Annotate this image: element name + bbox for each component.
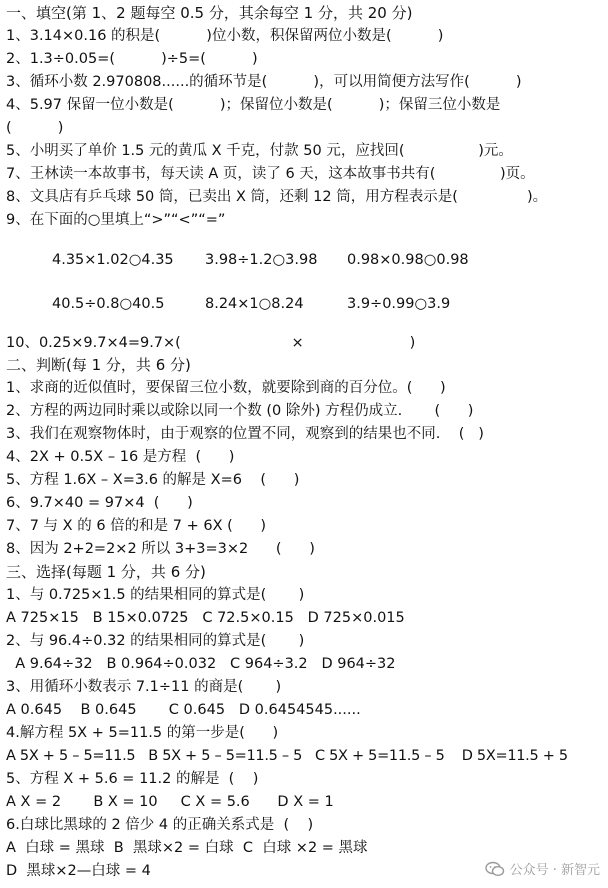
wechat-icon — [485, 861, 505, 877]
fill-question-8: 8、文具店有乒乓球 50 筒，已卖出 X 筒，还剩 12 筒，用方程表示是( )。 — [6, 189, 548, 205]
compare-item: 0.98×0.98○0.98 — [347, 252, 469, 268]
choice-options-3: A 0.645 B 0.645 C 0.645 D 0.6454545...... — [6, 702, 361, 718]
choice-question-4: 4.解方程 5X + 5=11.5 的第一步是( ) — [6, 725, 279, 741]
compare-item: 40.5÷0.8○40.5 — [52, 296, 165, 312]
fill-question-2: 2、1.3÷0.05=( )÷5=( ) — [6, 51, 258, 67]
choice-options-1: A 725×15 B 15×0.0725 C 72.5×0.15 D 725×0.015 — [6, 610, 405, 626]
fill-question-6: 5、小明买了单价 1.5 元的黄瓜 X 千克，付款 50 元，应找回( )元。 — [6, 143, 513, 159]
choice-options-5: A X = 2 B X = 10 C X = 5.6 D X = 1 — [6, 794, 334, 810]
choice-question-5: 5、方程 X + 5.6 = 11.2 的解是 ( ) — [6, 771, 259, 787]
section2-heading: 二、判断(每 1 分，共 6 分) — [6, 356, 191, 374]
choice-options-6b: D 黑球×2—白球 = 4 — [6, 863, 151, 879]
compare-item: 3.9÷0.99○3.9 — [347, 296, 451, 312]
choice-question-2: 2、与 96.4÷0.32 的结果相同的算式是( ) — [6, 633, 305, 649]
section3-heading: 三、选择(每题 1 分，共 6 分) — [6, 563, 206, 581]
fill-question-9: 9、在下面的○里填上“>”“<”“=” — [6, 212, 226, 228]
choice-question-1: 1、与 0.725×1.5 的结果相同的算式是( ) — [6, 587, 305, 603]
judge-item: 7、7 与 X 的 6 倍的和是 7 + 6X ( ) — [6, 518, 267, 534]
section1-heading: 一、填空(第 1、2 题每空 0.5 分，其余每空 1 分，共 20 分) — [6, 4, 413, 22]
judge-item: 4、2X + 0.5X – 16 是方程 ( ) — [6, 449, 235, 465]
fill-question-7: 7、王林读一本故事书，每天读 A 页，读了 6 天，这本故事书共有( )页。 — [6, 166, 535, 182]
choice-question-3: 3、用循环小数表示 7.1÷11 的商是( ) — [6, 679, 282, 695]
judge-item: 8、因为 2+2=2×2 所以 3+3=3×2 ( ) — [6, 541, 315, 557]
judge-item: 2、方程的两边同时乘以或除以同一个数 (0 除外) 方程仍成立. ( ) — [6, 403, 474, 419]
judge-item: 5、方程 1.6X – X=3.6 的解是 X=6 ( ) — [6, 472, 300, 488]
judge-item: 1、求商的近似值时，要保留三位小数，就要除到商的百分位。( ) — [6, 380, 446, 396]
compare-item: 8.24×1○8.24 — [205, 296, 304, 312]
choice-options-2: A 9.64÷32 B 0.964÷0.032 C 964÷3.2 D 964÷32 — [6, 656, 396, 672]
fill-question-4: 4、5.97 保留一位小数是( )；保留位小数是( )；保留三位小数是 — [6, 97, 501, 113]
choice-question-6: 6.白球比黑球的 2 倍少 4 的正确关系式是 ( ) — [6, 817, 314, 833]
watermark — [485, 859, 600, 878]
fill-question-3: 3、循环小数 2.970808......的循环节是( )，可以用简便方法写作( ) — [6, 74, 522, 90]
judge-item: 3、我们在观察物体时，由于观察的位置不同，观察到的结果也不同. ( ) — [6, 426, 484, 442]
judge-item: 6、9.7×40 = 97×4 ( ) — [6, 495, 193, 511]
choice-options-6a: A 白球 = 黑球 B 黑球×2 = 白球 C 白球 ×2 = 黑球 — [6, 840, 368, 856]
fill-question-10: 10、0.25×9.7×4=9.7×( × ) — [6, 335, 416, 351]
fill-question-4-continued: ( ) — [6, 120, 64, 136]
watermark-text: 公众号 · 新智元 — [509, 863, 600, 878]
choice-options-4: A 5X + 5 – 5=11.5 B 5X + 5 – 5=11.5 – 5 C 5X + 5=11.5 – 5 D 5X=11.5 + 5 — [6, 748, 568, 764]
compare-item: 3.98÷1.2○3.98 — [205, 252, 318, 268]
compare-item: 4.35×1.02○4.35 — [52, 252, 174, 268]
fill-question-1: 1、3.14×0.16 的积是( )位小数，积保留两位小数是( ) — [6, 28, 444, 44]
